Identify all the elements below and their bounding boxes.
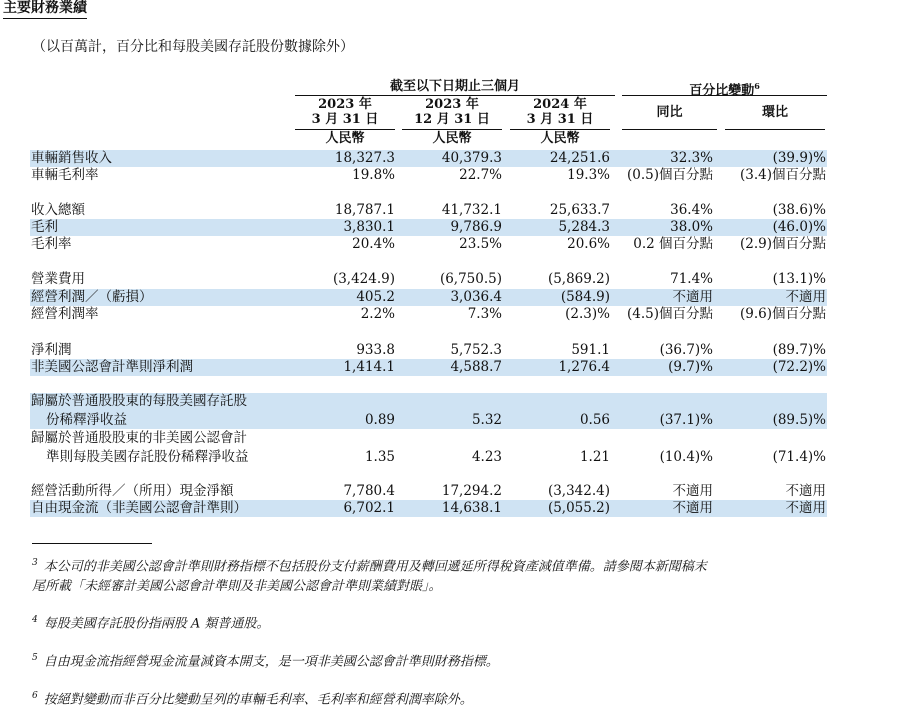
cell-qoq: (89.5)% [772,412,826,428]
currency-label: 人民幣 [540,131,580,146]
cell-v2: 40,379.3 [441,150,502,166]
yoy-header: 同比 [656,105,683,120]
footnote-text: 每股美國存託股份指兩股 A 類普通股。 [43,616,270,632]
cell-v1: 2.2% [360,306,395,322]
cell-qoq: (9.6)個百分點 [739,306,826,322]
cell-v2: 5.32 [471,412,502,428]
footnote-text: 自由現金流指經營現金流量減資本開支，是一項非美國公認會計準則財務指標。 [43,654,499,670]
footnote-number: 5 [32,653,38,663]
cell-v2: 23.5% [459,236,502,252]
row-label: 營業費用 [31,271,85,287]
cell-yoy: 0.2 個百分點 [633,236,713,252]
row-label: 自由現金流（非美國公認會計準則） [31,500,247,516]
cell-yoy: (37.1)% [659,412,713,428]
footnote-separator [32,543,152,544]
cell-v1: 405.2 [356,289,395,305]
cell-v2: (6,750.5) [439,271,502,287]
cell-v3: 24,251.6 [549,150,610,166]
cell-yoy: 不適用 [672,483,713,499]
row-label: 非美國公認會計準則淨利潤 [31,359,193,375]
cell-v2: 41,732.1 [441,202,502,218]
footnote-text: 本公司的非美國公認會計準則財務指標不包括股份支付薪酬費用及轉回遞延所得稅資產減值準備。請參閱本新聞稿末 [43,559,707,575]
cell-yoy: (9.7)% [668,359,713,375]
cell-qoq: (39.9)% [772,150,826,166]
qoq-header: 環比 [761,105,788,120]
cell-v1: 1.35 [364,449,395,465]
row-label: 收入總額 [31,202,85,218]
cell-qoq: (72.2)% [772,359,826,375]
cell-v3: 1,276.4 [558,359,610,375]
cell-v1: 18,787.1 [334,202,395,218]
cell-v1: 7,780.4 [343,483,395,499]
cell-qoq: (71.4)% [772,449,826,465]
footnote-5 [32,648,892,672]
period-group-header: 截至以下日期止三個月 [389,79,520,94]
cell-v1: 20.4% [352,236,395,252]
footnote-6 [32,686,892,710]
cell-v3: (5,869.2) [547,271,610,287]
row-label: 車輛銷售收入 [31,150,112,166]
footnote-4 [32,610,892,634]
cell-v1: 6,702.1 [343,500,395,516]
row-label: 毛利率 [31,236,72,252]
cell-v2: 4,588.7 [450,359,502,375]
units-note: （以百萬計，百分比和每股美國存託股份數據除外） [32,39,354,55]
cell-v1: 18,327.3 [334,150,395,166]
cell-yoy: 32.3% [670,150,713,166]
row-label-continued: 準則每股美國存託股份稀釋淨收益 [46,449,249,465]
cell-v3: (3,342.4) [547,483,610,499]
cell-v3: (2.3)% [565,306,610,322]
cell-qoq: (3.4)個百分點 [739,167,826,183]
cell-v2: 4.23 [471,449,502,465]
cell-v1: 19.8% [352,167,395,183]
cell-v1: 933.8 [356,342,395,358]
cell-qoq: (89.7)% [772,342,826,358]
cell-v3: 591.1 [571,342,610,358]
cell-yoy: 不適用 [672,500,713,516]
cell-qoq: (38.6)% [772,202,826,218]
cell-qoq: (13.1)% [772,271,826,287]
cell-v2: 5,752.3 [450,342,502,358]
currency-label: 人民幣 [325,131,365,146]
cell-v2: 17,294.2 [441,483,502,499]
row-label: 經營活動所得／（所用）現金淨額 [31,483,234,499]
footnote-number: 3 [32,558,38,568]
currency-label: 人民幣 [432,131,472,146]
cell-yoy: (36.7)% [659,342,713,358]
cell-v3: 19.3% [567,167,610,183]
cell-qoq: 不適用 [785,483,826,499]
section-title: 主要財務業績 [3,0,87,19]
cell-v3: 20.6% [567,236,610,252]
footnote-text-continued: 尾所載「未經審計美國公認會計準則及非美國公認會計準則業績對賬」。 [32,579,442,595]
cell-yoy: 38.0% [670,219,713,235]
col-2023-12-header: 2023 年 12 月 31 日 [414,97,490,127]
cell-v3: 1.21 [579,449,610,465]
cell-v2: 3,036.4 [450,289,502,305]
cell-qoq: 不適用 [785,289,826,305]
col-2024-03-header: 2024 年 3 月 31 日 [526,97,594,127]
col-2023-03-header: 2023 年 3 月 31 日 [311,97,379,127]
cell-qoq: 不適用 [785,500,826,516]
row-label: 車輛毛利率 [31,167,99,183]
cell-yoy: (4.5)個百分點 [626,306,713,322]
row-label: 歸屬於普通股股東的非美國公認會計 [31,430,247,446]
cell-qoq: (46.0)% [772,219,826,235]
cell-v3: 5,284.3 [558,219,610,235]
cell-v2: 9,786.9 [450,219,502,235]
change-group-header: 百分比變動$^6$ [689,81,760,99]
cell-yoy: 36.4% [670,202,713,218]
cell-v3: (5,055.2) [547,500,610,516]
footnote-number: 6 [32,691,38,701]
cell-yoy: (10.4)% [659,449,713,465]
row-label: 淨利潤 [31,342,72,358]
row-label: 毛利 [31,219,58,235]
footnote-text: 按絕對變動而非百分比變動呈列的車輛毛利率、毛利率和經營利潤率除外。 [43,692,473,708]
footnote-number: 4 [32,615,38,625]
cell-v1: 1,414.1 [343,359,395,375]
row-label-continued: 份稀釋淨收益 [46,412,127,428]
cell-qoq: (2.9)個百分點 [739,236,826,252]
cell-v1: 0.89 [364,412,395,428]
cell-v2: 14,638.1 [441,500,502,516]
cell-yoy: 71.4% [670,271,713,287]
cell-yoy: (0.5)個百分點 [626,167,713,183]
row-label: 歸屬於普通股股東的每股美國存託股 [31,393,247,409]
cell-v2: 22.7% [459,167,502,183]
cell-v1: (3,424.9) [332,271,395,287]
footnote-3 [32,553,892,597]
cell-v3: (584.9) [560,289,610,305]
cell-v3: 25,633.7 [549,202,610,218]
cell-v2: 7.3% [467,306,502,322]
row-label: 經營利潤／（虧損） [31,289,153,305]
cell-yoy: 不適用 [672,289,713,305]
row-label: 經營利潤率 [31,306,99,322]
cell-v3: 0.56 [579,412,610,428]
cell-v1: 3,830.1 [343,219,395,235]
